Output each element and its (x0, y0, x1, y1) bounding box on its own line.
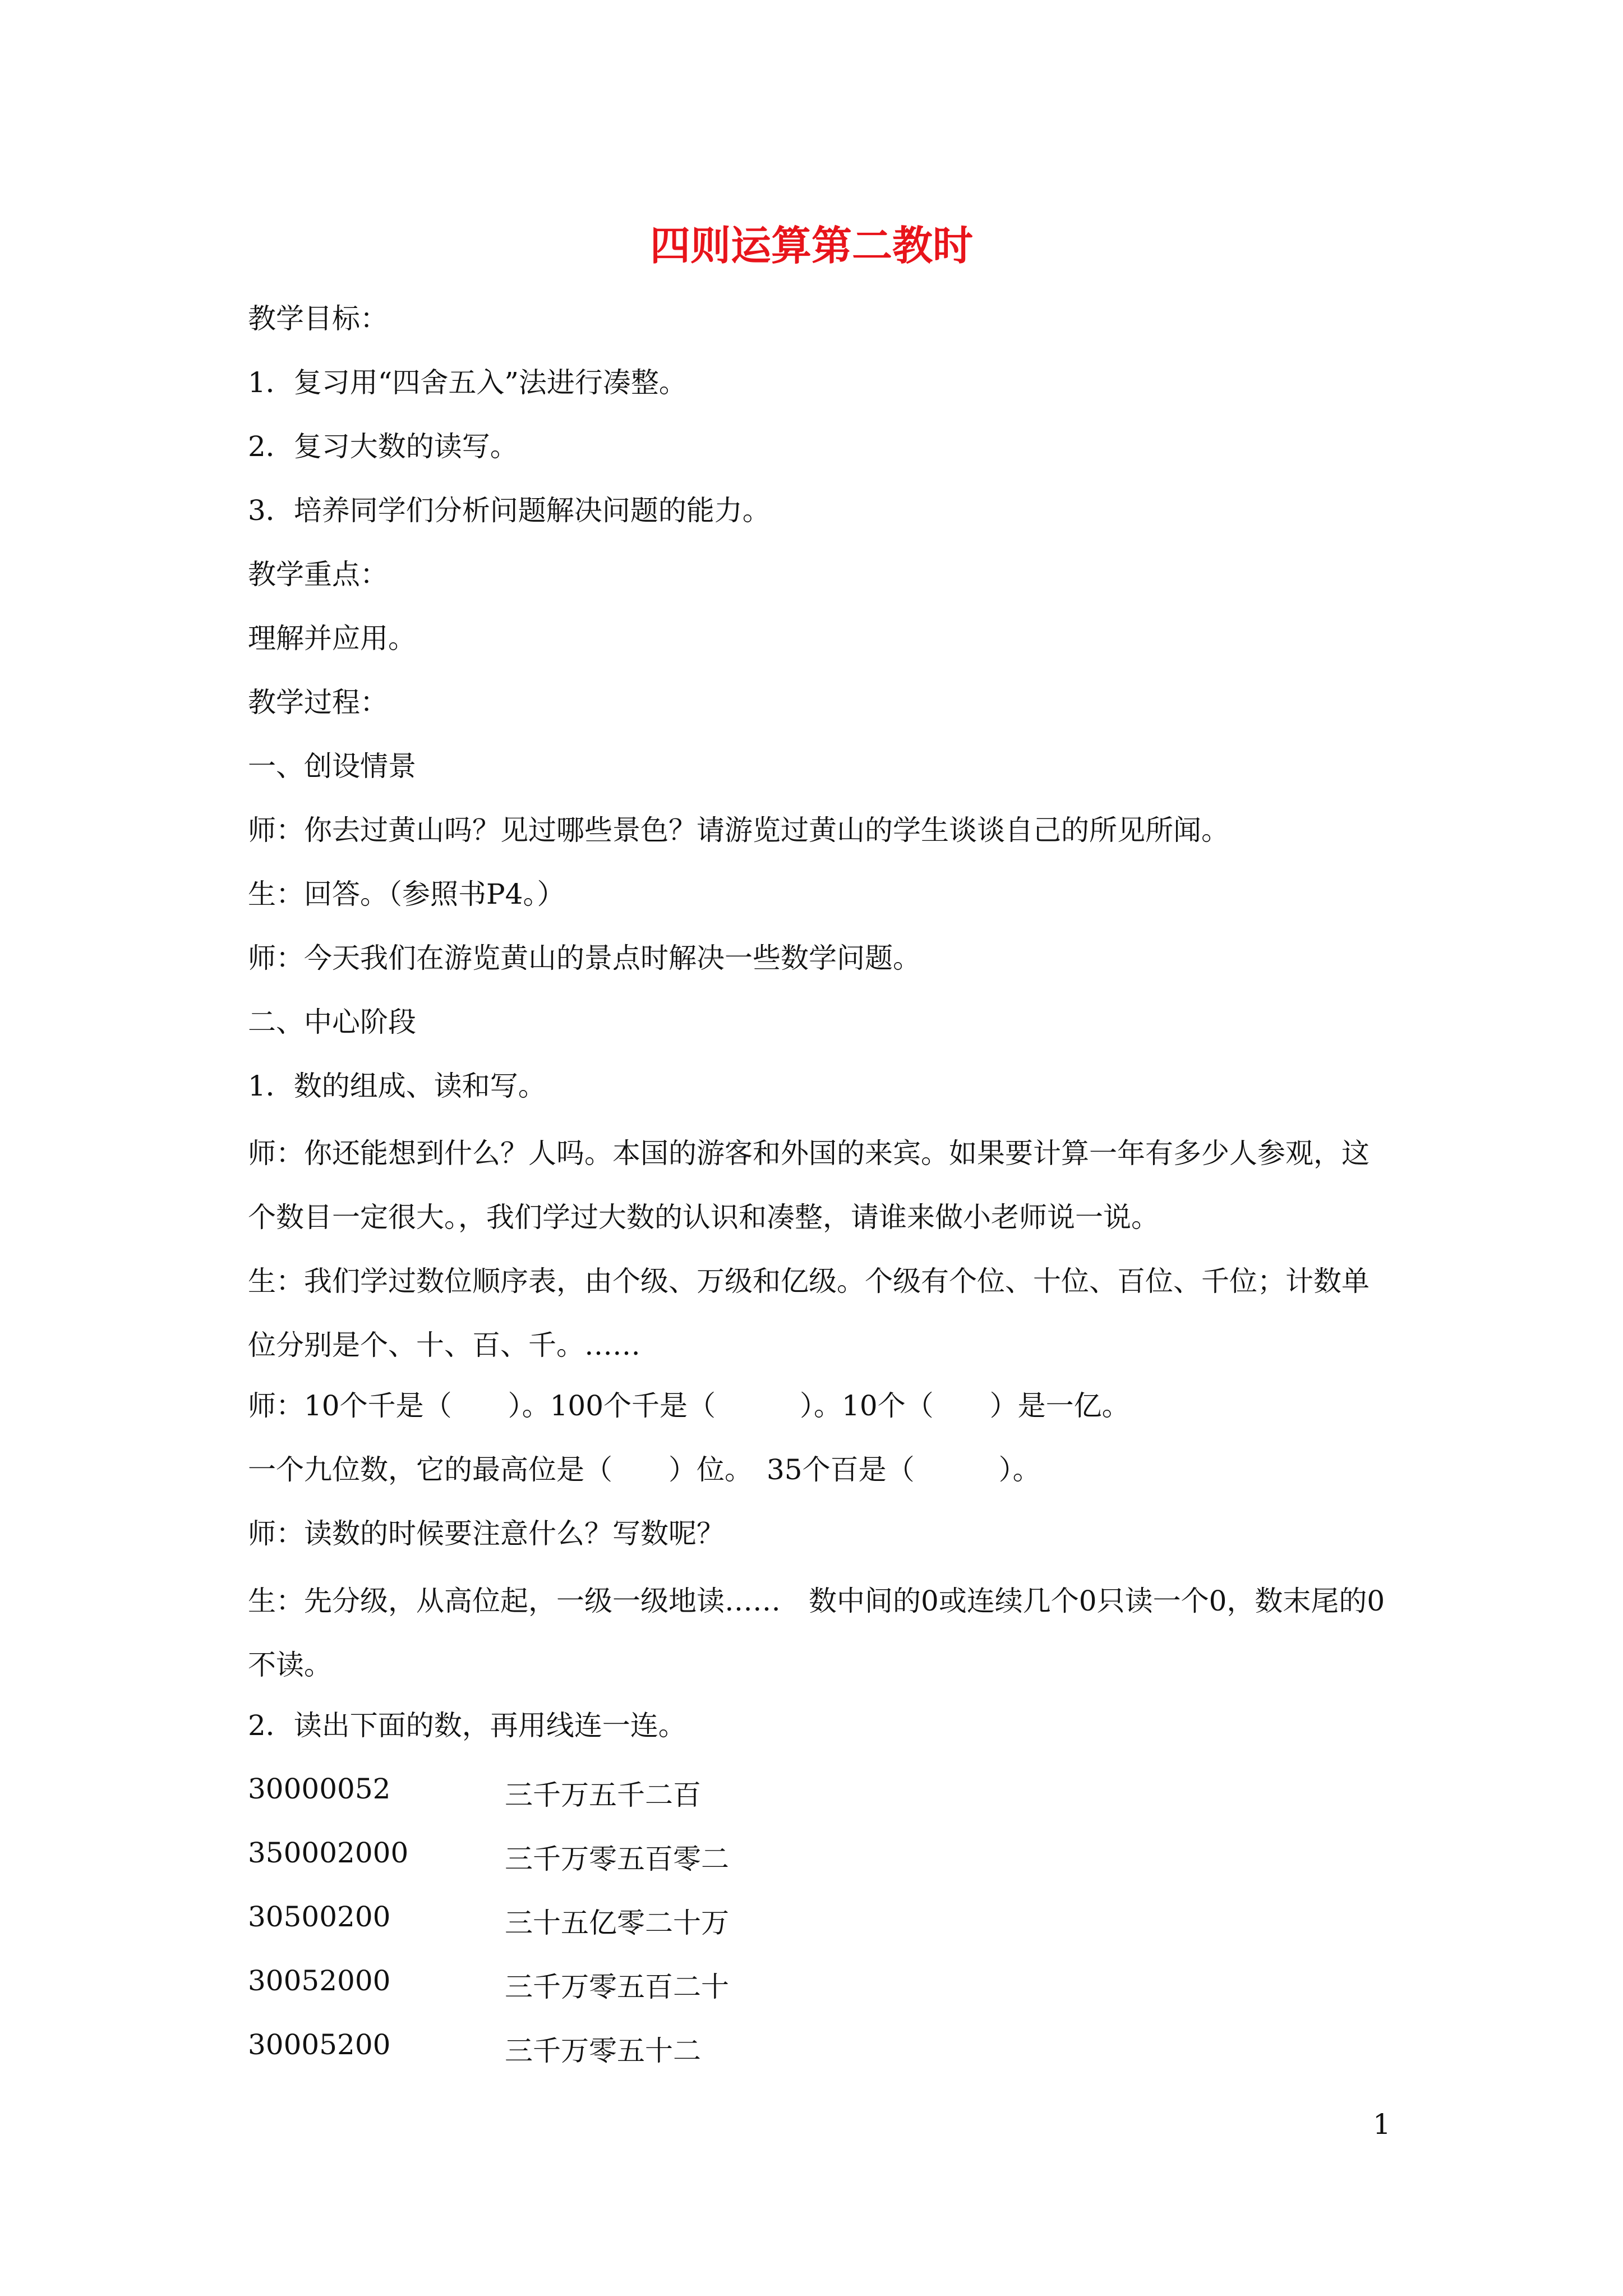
subsection-heading: 2．读出下面的数，再用线连一连。 (248, 1709, 686, 1742)
objective-2: 2．复习大数的读写。 (248, 430, 518, 463)
section-heading-key-points: 教学重点： (248, 558, 388, 591)
match-number: 30500200 (248, 1901, 391, 1933)
part-2-heading: 二、中心阶段 (248, 1006, 416, 1038)
match-number: 30000052 (248, 1773, 391, 1805)
match-number: 30005200 (248, 2028, 391, 2061)
match-number: 30052000 (248, 1964, 391, 1997)
dialogue-line: 生：回答。（参照书P4。） (248, 878, 565, 910)
subsection-heading: 1．数的组成、读和写。 (248, 1070, 546, 1102)
match-word: 三十五亿零二十万 (505, 1907, 729, 1939)
match-word: 三千万五千二百 (505, 1779, 701, 1811)
key-point-text: 理解并应用。 (248, 622, 416, 655)
match-word: 三千万零五十二 (505, 2035, 701, 2067)
part-1-heading: 一、创设情景 (248, 750, 416, 783)
page-number: 1 (1373, 2108, 1391, 2141)
dialogue-paragraph: 生：我们学过数位顺序表，由个级、万级和亿级。个级有个位、十位、百位、千位；计数单位分别是个、十、百、千。…… (248, 1265, 1370, 1361)
section-heading-objectives: 教学目标： (248, 302, 388, 335)
dialogue-paragraph: 师：你还能想到什么？人吗。本国的游客和外国的来宾。如果要计算一年有多少人参观，这个数目一定很大。，我们学过大数的认识和凑整，请谁来做小老师说一说。 (248, 1137, 1370, 1234)
dialogue-line: 师：你去过黄山吗？见过哪些景色？请游览过黄山的学生谈谈自己的所见所闻。 (248, 814, 1229, 846)
dialogue-line: 师：今天我们在游览黄山的景点时解决一些数学问题。 (248, 942, 921, 974)
dialogue-paragraph: 生：先分级，从高位起，一级一级地读…… 数中间的0或连续几个0只读一个0，数末尾的0不读。 (248, 1585, 1385, 1681)
dialogue-line: 师：读数的时候要注意什么？写数呢？ (248, 1517, 725, 1550)
match-number: 350002000 (248, 1837, 409, 1869)
match-word: 三千万零五百二十 (505, 1971, 729, 2003)
section-heading-process: 教学过程： (248, 686, 388, 719)
fill-in-question: 师：10个千是（ ）。100个千是（ ）。10个（ ）是一亿。 (248, 1389, 1130, 1422)
objective-3: 3．培养同学们分析问题解决问题的能力。 (248, 494, 771, 527)
objective-1: 1．复习用“四舍五入”法进行凑整。 (248, 366, 687, 399)
page-title: 四则运算第二教时 (649, 222, 973, 269)
match-word: 三千万零五百零二 (505, 1843, 729, 1875)
fill-in-question: 一个九位数，它的最高位是（ ）位。 35个百是（ ）。 (248, 1453, 1041, 1486)
